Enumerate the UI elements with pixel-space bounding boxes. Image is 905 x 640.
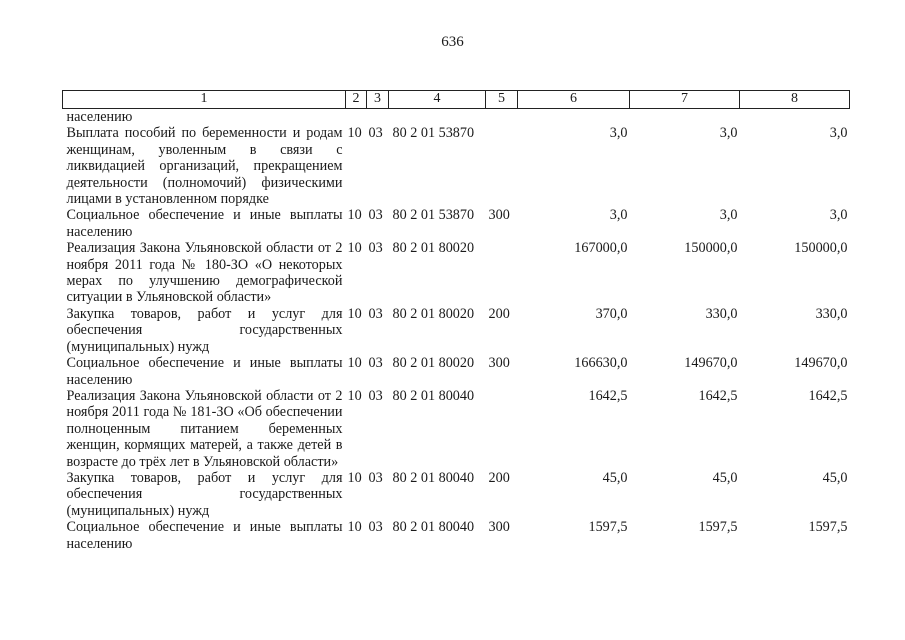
row-vr-cell [486,125,518,207]
row-year-3-cell: 150000,0 [794,240,848,257]
row-name-cell: Реализация Закона Ульяновской области от 2 ноября 2011 года № 180-ЗО «О некоторых мерах по улучшению демографической ситуации в Ульяновской области» [66,240,343,306]
table-body [63,109,850,552]
table-header [63,91,850,109]
row-name-cell: Закупка товаров, работ и услуг для обеспечения государственных (муниципальных) нужд [66,469,343,519]
row-year-2-cell: 149670,0 [684,355,738,372]
row-csr-cell: 80 2 01 53870 [392,207,475,224]
table-row [63,125,850,207]
row-year-1-cell: 45,0 [602,469,628,486]
row-csr-cell: 80 2 01 80020 [392,355,475,372]
row-year-1-cell [518,109,630,126]
table-row [63,355,850,388]
row-year-2-cell: 1597,5 [698,519,738,536]
row-vr-cell [486,240,518,306]
row-rz-cell [346,109,367,126]
row-name-cell: Закупка товаров, работ и услуг для обеспечения государственных (муниципальных) нужд [66,305,343,355]
row-year-1-cell: 3,0 [609,125,628,142]
row-year-1-cell: 1642,5 [588,387,628,404]
row-csr-cell: 80 2 01 80020 [392,240,475,257]
column-header-year-2: 7 [630,91,740,109]
row-pr-cell [367,109,389,126]
row-vr-cell: 200 [488,305,510,322]
row-pr-cell: 03 [368,125,383,142]
row-csr-cell [389,109,486,126]
row-year-2-cell [630,109,740,126]
row-year-2-cell: 3,0 [719,207,738,224]
header-row [63,91,850,109]
row-rz-cell: 10 [347,519,362,536]
table-row [63,388,850,470]
row-year-1-cell: 167000,0 [574,240,628,257]
page-number: 636 [441,34,464,50]
row-pr-cell: 03 [368,240,383,257]
row-rz-cell: 10 [347,305,362,322]
row-pr-cell: 03 [368,207,383,224]
row-vr-cell: 300 [488,519,510,536]
row-vr-cell [486,109,518,126]
row-year-2-cell: 1642,5 [698,387,738,404]
column-header-pr: 3 [367,91,389,109]
row-year-2-cell: 45,0 [712,469,738,486]
row-name-cell: Реализация Закона Ульяновской области от 2 ноября 2011 года № 181-ЗО «Об обеспечении полноценным питанием беременных женщин, кормящих матерей, а также детей в возрасте до трёх лет в Ульяновской области» [66,387,343,470]
row-year-3-cell: 1642,5 [808,387,848,404]
row-csr-cell: 80 2 01 80020 [392,305,475,322]
row-year-3-cell: 330,0 [815,305,848,322]
table-row [63,306,850,355]
row-pr-cell: 03 [368,469,383,486]
row-rz-cell: 10 [347,240,362,257]
row-pr-cell: 03 [368,387,383,404]
column-header-name: 1 [63,91,346,109]
row-year-3-cell: 149670,0 [794,355,848,372]
row-year-2-cell: 330,0 [705,305,738,322]
row-year-1-cell: 3,0 [609,207,628,224]
budget-table [62,90,850,552]
row-vr-cell: 200 [488,469,510,486]
row-rz-cell: 10 [347,355,362,372]
column-header-vr: 5 [486,91,518,109]
row-name-cell: Социальное обеспечение и иные выплаты населению [66,207,343,240]
row-name-cell: Социальное обеспечение и иные выплаты населению [66,519,343,552]
row-pr-cell: 03 [368,355,383,372]
row-vr-cell: 300 [488,355,510,372]
row-name-cell: Социальное обеспечение и иные выплаты населению [66,355,343,388]
row-csr-cell: 80 2 01 53870 [392,125,475,142]
row-csr-cell: 80 2 01 80040 [392,469,475,486]
row-year-2-cell: 3,0 [719,125,738,142]
table-row [63,109,850,126]
row-vr-cell: 300 [488,207,510,224]
row-csr-cell: 80 2 01 80040 [392,387,475,404]
row-rz-cell: 10 [347,207,362,224]
row-year-3-cell: 1597,5 [808,519,848,536]
table-row [63,470,850,519]
row-pr-cell: 03 [368,519,383,536]
row-year-3-cell [740,109,850,126]
column-header-csr: 4 [389,91,486,109]
row-vr-cell [486,388,518,470]
row-name-cell: Выплата пособий по беременности и родам женщинам, уволенным в связи с ликвидацией организаций, прекращением деятельности (полномочий) физическими лицами в установленном порядке [66,125,343,208]
row-year-1-cell: 166630,0 [574,355,628,372]
row-year-3-cell: 45,0 [822,469,848,486]
row-name-cell: населению [66,109,133,125]
column-header-rz: 2 [346,91,367,109]
row-csr-cell: 80 2 01 80040 [392,519,475,536]
row-rz-cell: 10 [347,125,362,142]
row-year-3-cell: 3,0 [829,207,848,224]
row-year-1-cell: 370,0 [595,305,628,322]
column-header-year-3: 8 [740,91,850,109]
row-pr-cell: 03 [368,305,383,322]
table-row [63,240,850,306]
row-year-3-cell: 3,0 [829,125,848,142]
column-header-year-1: 6 [518,91,630,109]
table-row [63,519,850,552]
row-rz-cell: 10 [347,387,362,404]
row-rz-cell: 10 [347,469,362,486]
row-year-1-cell: 1597,5 [588,519,628,536]
table-row [63,207,850,240]
row-year-2-cell: 150000,0 [684,240,738,257]
